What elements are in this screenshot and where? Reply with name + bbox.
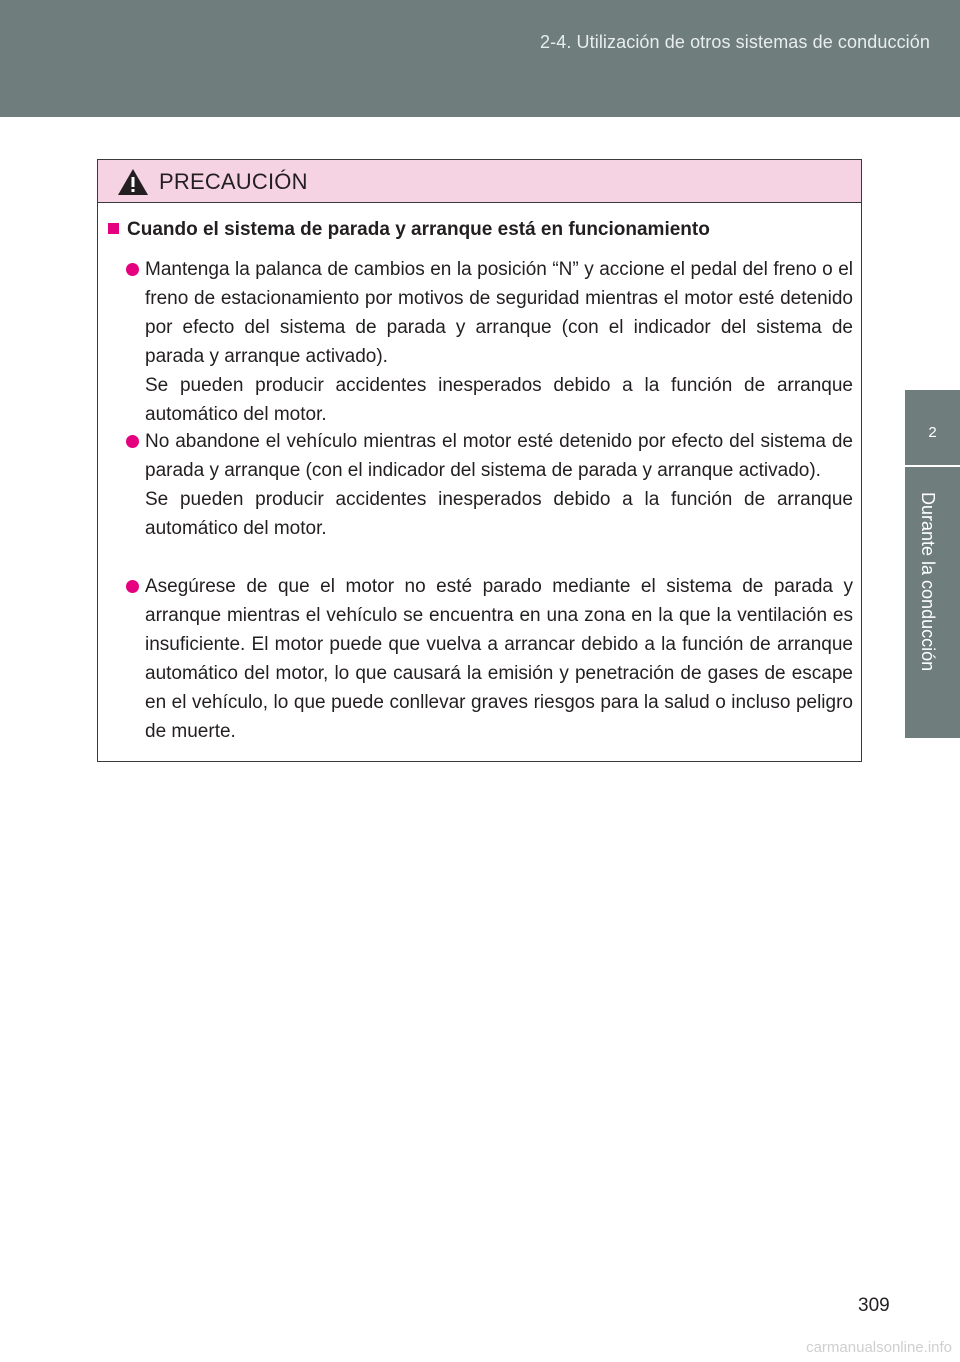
warning-triangle-icon — [117, 168, 149, 196]
caution-box — [97, 159, 862, 762]
bullet-text: Mantenga la palanca de cambios en la posición “N” y accione el pedal del freno o el freno de estacionamiento por motivos de seguridad mientras el motor esté detenido por efecto del sistema de parada y arranque (con el indicador del sistema de parada y arranque activado). — [145, 259, 853, 367]
caution-subheading-text: Cuando el sistema de parada y arranque está en funcionamiento — [127, 219, 710, 240]
chapter-tab-divider — [905, 465, 960, 467]
caution-title: PRECAUCIÓN — [159, 169, 308, 194]
dot-icon — [126, 263, 139, 276]
section-title: 2-4. Utilización de otros sistemas de conducción — [540, 32, 930, 52]
dot-icon — [126, 580, 139, 593]
chapter-label: Durante la conducción — [918, 492, 938, 672]
caution-header — [98, 160, 861, 203]
header-band — [0, 0, 960, 117]
square-icon — [108, 223, 119, 234]
list-item — [145, 255, 853, 429]
list-item — [145, 427, 853, 543]
bullet-text: No abandone el vehículo mientras el motor esté detenido por efecto del sistema de parada y arranque (con el indicador del sistema de parada y arranque activado). — [145, 431, 853, 481]
page-number: 309 — [858, 1295, 890, 1316]
watermark: carmanualsonline.info — [806, 1339, 952, 1356]
bullet-text: Asegúrese de que el motor no esté parado mediante el sistema de parada y arranque mientras el vehículo se encuentra en una zona en la que la ventilación es insuficiente. El motor puede que vuelva a arrancar debido a la función de arranque automático del motor, lo que causará la emisión y penetración de gases de escape en el vehículo, lo que puede conllevar graves riesgos para la salud o incluso peligro de muerte. — [145, 576, 853, 742]
bullet-note: Se pueden producir accidentes inesperados debido a la función de arranque automático del motor. — [145, 375, 853, 425]
list-item — [145, 572, 853, 746]
chapter-number: 2 — [928, 424, 937, 441]
dot-icon — [126, 435, 139, 448]
chapter-tab — [905, 390, 960, 738]
bullet-note: Se pueden producir accidentes inesperados debido a la función de arranque automático del motor. — [145, 489, 853, 539]
caution-subheading — [108, 219, 710, 241]
